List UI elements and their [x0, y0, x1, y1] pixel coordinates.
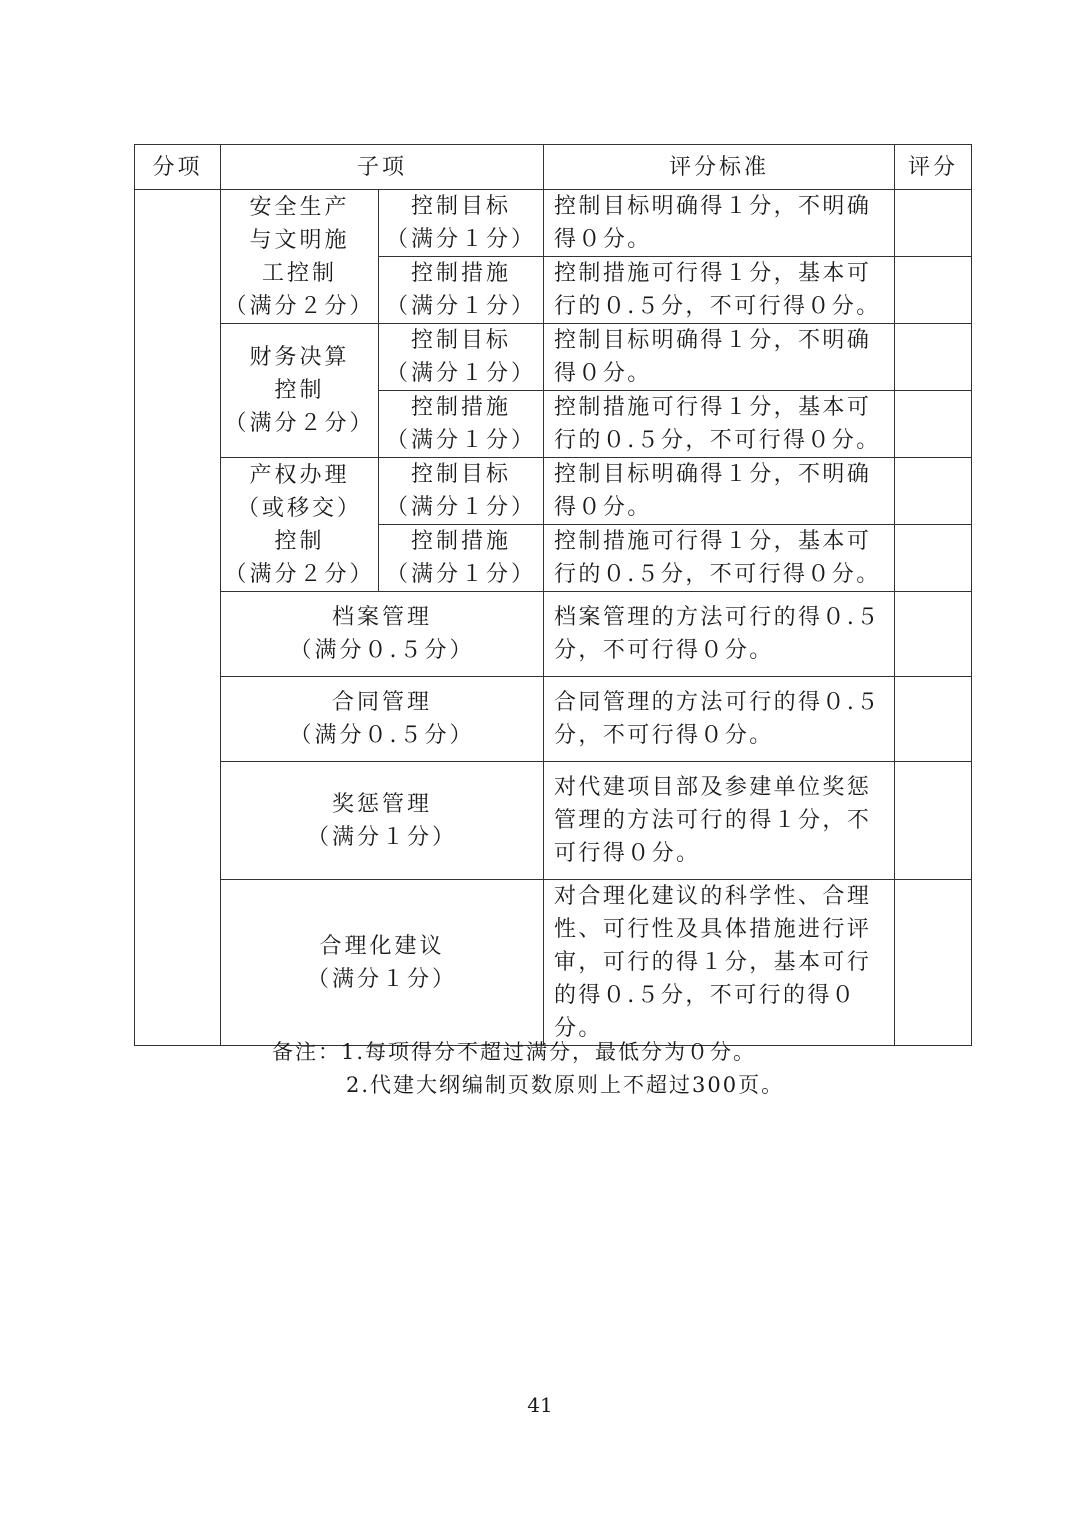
group-label: 产权办理 （或移交） 控制 （满分２分） — [221, 458, 379, 592]
fenxiang-cell — [135, 190, 221, 1046]
criteria-cell: 控制措施可行得１分，基本可行的０.５分，不可行得０分。 — [544, 391, 895, 458]
remark-line-2: 2.代建大纲编制页数原则上不超过300页。 — [346, 1073, 785, 1097]
score-cell[interactable] — [895, 257, 972, 324]
table-row — [135, 324, 972, 391]
table-row — [135, 458, 972, 525]
subitem-label: 控制目标 （满分１分） — [379, 458, 544, 525]
criteria-cell: 控制目标明确得１分，不明确得０分。 — [544, 458, 895, 525]
table-row — [135, 190, 972, 257]
subitem-label: 控制措施 （满分１分） — [379, 525, 544, 592]
subitem-label: 控制措施 （满分１分） — [379, 257, 544, 324]
score-cell[interactable] — [895, 190, 972, 257]
score-cell[interactable] — [895, 458, 972, 525]
scoring-table — [134, 144, 972, 1046]
page-number: 41 — [527, 1393, 553, 1417]
item-label: 奖惩管理 （满分１分） — [221, 762, 544, 880]
group-label: 财务决算 控制 （满分２分） — [221, 324, 379, 458]
score-cell[interactable] — [895, 762, 972, 880]
group-label: 安全生产 与文明施 工控制 （满分２分） — [221, 190, 379, 324]
score-cell[interactable] — [895, 677, 972, 762]
header-fenxiang: 分项 — [135, 145, 221, 190]
header-score: 评分 — [895, 145, 972, 190]
header-zixiang: 子项 — [221, 145, 544, 190]
table-row — [135, 592, 972, 677]
criteria-cell: 对代建项目部及参建单位奖惩管理的方法可行的得１分，不可行得０分。 — [544, 762, 895, 880]
header-criteria: 评分标准 — [544, 145, 895, 190]
score-cell[interactable] — [895, 391, 972, 458]
score-cell[interactable] — [895, 592, 972, 677]
item-label: 档案管理 （满分０.５分） — [221, 592, 544, 677]
criteria-cell: 合同管理的方法可行的得０.５分，不可行得０分。 — [544, 677, 895, 762]
subitem-label: 控制目标 （满分１分） — [379, 324, 544, 391]
table-row — [135, 880, 972, 1046]
score-cell[interactable] — [895, 525, 972, 592]
remarks — [272, 1036, 784, 1102]
criteria-cell: 控制措施可行得１分，基本可行的０.５分，不可行得０分。 — [544, 525, 895, 592]
criteria-cell: 控制目标明确得１分，不明确得０分。 — [544, 324, 895, 391]
table-row — [135, 762, 972, 880]
criteria-cell: 档案管理的方法可行的得０.５分，不可行得０分。 — [544, 592, 895, 677]
score-cell[interactable] — [895, 880, 972, 1046]
item-label: 合同管理 （满分０.５分） — [221, 677, 544, 762]
subitem-label: 控制措施 （满分１分） — [379, 391, 544, 458]
item-label: 合理化建议 （满分１分） — [221, 880, 544, 1046]
header-row — [135, 145, 972, 190]
table-row — [135, 677, 972, 762]
criteria-cell: 控制措施可行得１分，基本可行的０.５分，不可行得０分。 — [544, 257, 895, 324]
score-cell[interactable] — [895, 324, 972, 391]
criteria-cell: 控制目标明确得１分，不明确得０分。 — [544, 190, 895, 257]
subitem-label: 控制目标 （满分１分） — [379, 190, 544, 257]
remark-line-1: 备注：1.每项得分不超过满分，最低分为０分。 — [272, 1040, 757, 1064]
criteria-cell: 对合理化建议的科学性、合理性、可行性及具体措施进行评审，可行的得１分，基本可行的得０.５分，不可行的得０分。 — [544, 880, 895, 1046]
